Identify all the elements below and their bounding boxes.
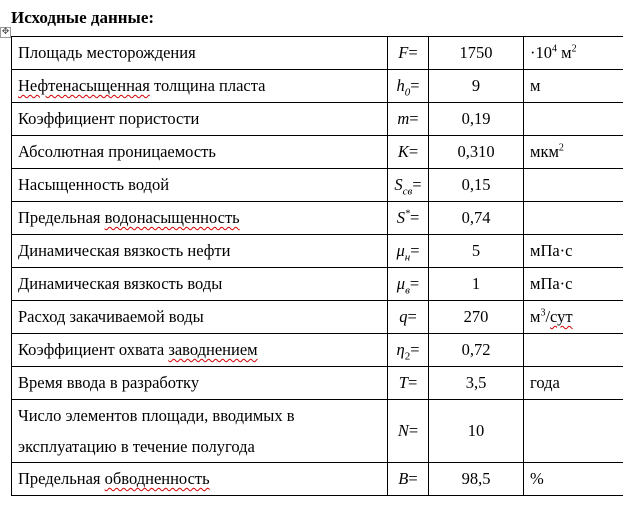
symbol-letter: q [399,307,408,326]
symbol-eq: = [410,241,420,260]
spellcheck-word: Нефтенасыщенная [18,76,150,95]
param-name: Насыщенность водой [12,169,388,202]
spellcheck-word: сут [550,307,573,326]
param-name [12,463,388,496]
unit-slash: / [545,307,551,326]
param-unit [524,202,623,235]
table-row [12,463,623,496]
symbol-eq: = [410,340,420,359]
table-row [12,169,623,202]
table-row [12,235,623,268]
symbol-letter: m [397,109,410,128]
param-name-line-2: эксплуатацию в течение полугода [18,437,255,456]
unit-main: м [557,43,572,62]
symbol-letter: μ [396,274,406,293]
symbol-eq: = [408,43,418,62]
symbol-letter: S [394,175,403,194]
param-name: Площадь месторождения [12,37,388,70]
table-row [12,202,623,235]
param-name-start: Предельная [18,469,105,488]
param-value: 270 [429,301,524,334]
param-name [12,334,388,367]
param-unit [524,301,623,334]
symbol-superscript: * [404,208,410,220]
symbol-subscript: св [402,185,413,198]
param-symbol [388,334,429,367]
table-row [12,367,623,400]
param-symbol [388,169,429,202]
param-symbol [388,235,429,268]
param-name [12,400,388,463]
unit-exponent: 4 [552,43,557,55]
unit-exponent: 2 [558,142,564,154]
param-unit: мПа·с [524,235,623,268]
param-value: 0,19 [429,103,524,136]
symbol-letter: T [398,373,408,392]
param-symbol [388,463,429,496]
symbol-eq: = [409,109,419,128]
param-unit: м [524,70,623,103]
param-symbol [388,301,429,334]
param-symbol [388,202,429,235]
param-unit [524,400,623,463]
param-name-line-1: Число элементов площади, вводимых в [18,406,295,425]
param-symbol [388,400,429,463]
param-symbol [388,103,429,136]
symbol-letter: N [397,421,409,440]
param-value: 0,72 [429,334,524,367]
symbol-letter: F [398,43,409,62]
unit-main: м [530,307,541,326]
param-value: 0,74 [429,202,524,235]
param-value: 3,5 [429,367,524,400]
param-value: 98,5 [429,463,524,496]
param-symbol [388,268,429,301]
table-row [12,37,623,70]
param-name: Абсолютная проницаемость [12,136,388,169]
symbol-letter: h [396,76,405,95]
unit-main: мкм [530,142,559,161]
param-symbol [388,367,429,400]
param-value: 10 [429,400,524,463]
symbol-eq: = [407,307,417,326]
param-name: Коэффициент пористости [12,103,388,136]
parameters-table [11,36,623,496]
param-name [12,202,388,235]
param-value: 1750 [429,37,524,70]
symbol-subscript: 0 [404,86,411,99]
table-row [12,136,623,169]
param-unit [524,37,623,70]
symbol-letter: B [398,469,409,488]
symbol-eq: = [409,274,420,293]
param-value: 5 [429,235,524,268]
param-unit [524,169,623,202]
param-unit: % [524,463,623,496]
table-row [12,103,623,136]
symbol-eq: = [408,469,418,488]
param-unit [524,103,623,136]
spellcheck-word: водонасыщенность [104,208,240,227]
section-heading: Исходные данные: [11,8,155,27]
table-row [12,70,623,103]
spellcheck-word: обводненность [104,469,210,488]
param-name: Время ввода в разработку [12,367,388,400]
table-row [12,301,623,334]
param-name-start: Коэффициент охвата [18,340,169,359]
param-unit: мПа·с [524,268,623,301]
param-name: Динамическая вязкость воды [12,268,388,301]
param-name: Расход закачиваемой воды [12,301,388,334]
symbol-subscript: в [405,284,410,297]
param-unit [524,136,623,169]
unit-exponent-2: 2 [571,43,577,55]
symbol-eq: = [407,373,418,392]
param-unit [524,334,623,367]
symbol-letter: K [397,142,409,161]
param-name: Динамическая вязкость нефти [12,235,388,268]
param-value: 0,310 [429,136,524,169]
symbol-eq: = [409,208,420,227]
spellcheck-word: заводнением [168,340,258,359]
param-value: 0,15 [429,169,524,202]
table-row [12,334,623,367]
param-name [12,70,388,103]
unit-prefix: ·10 [530,43,552,62]
param-value: 1 [429,268,524,301]
param-unit: года [524,367,623,400]
param-symbol [388,70,429,103]
symbol-subscript: н [404,251,411,264]
table-move-handle-icon[interactable]: ✥ [1,27,10,37]
symbol-letter: η [396,340,405,359]
param-name-rest: толщина пласта [149,76,266,95]
param-symbol [388,37,429,70]
symbol-letter: μ [396,241,405,260]
symbol-eq: = [412,175,422,194]
symbol-letter: S [396,208,405,227]
symbol-subscript: 2 [404,350,411,363]
param-symbol [388,136,429,169]
param-value: 9 [429,70,524,103]
symbol-eq: = [408,142,419,161]
table-row [12,268,623,301]
param-name-start: Предельная [18,208,105,227]
unit-exponent: 3 [540,307,546,319]
symbol-eq: = [410,76,420,95]
table-row [12,400,623,463]
symbol-eq: = [408,421,419,440]
